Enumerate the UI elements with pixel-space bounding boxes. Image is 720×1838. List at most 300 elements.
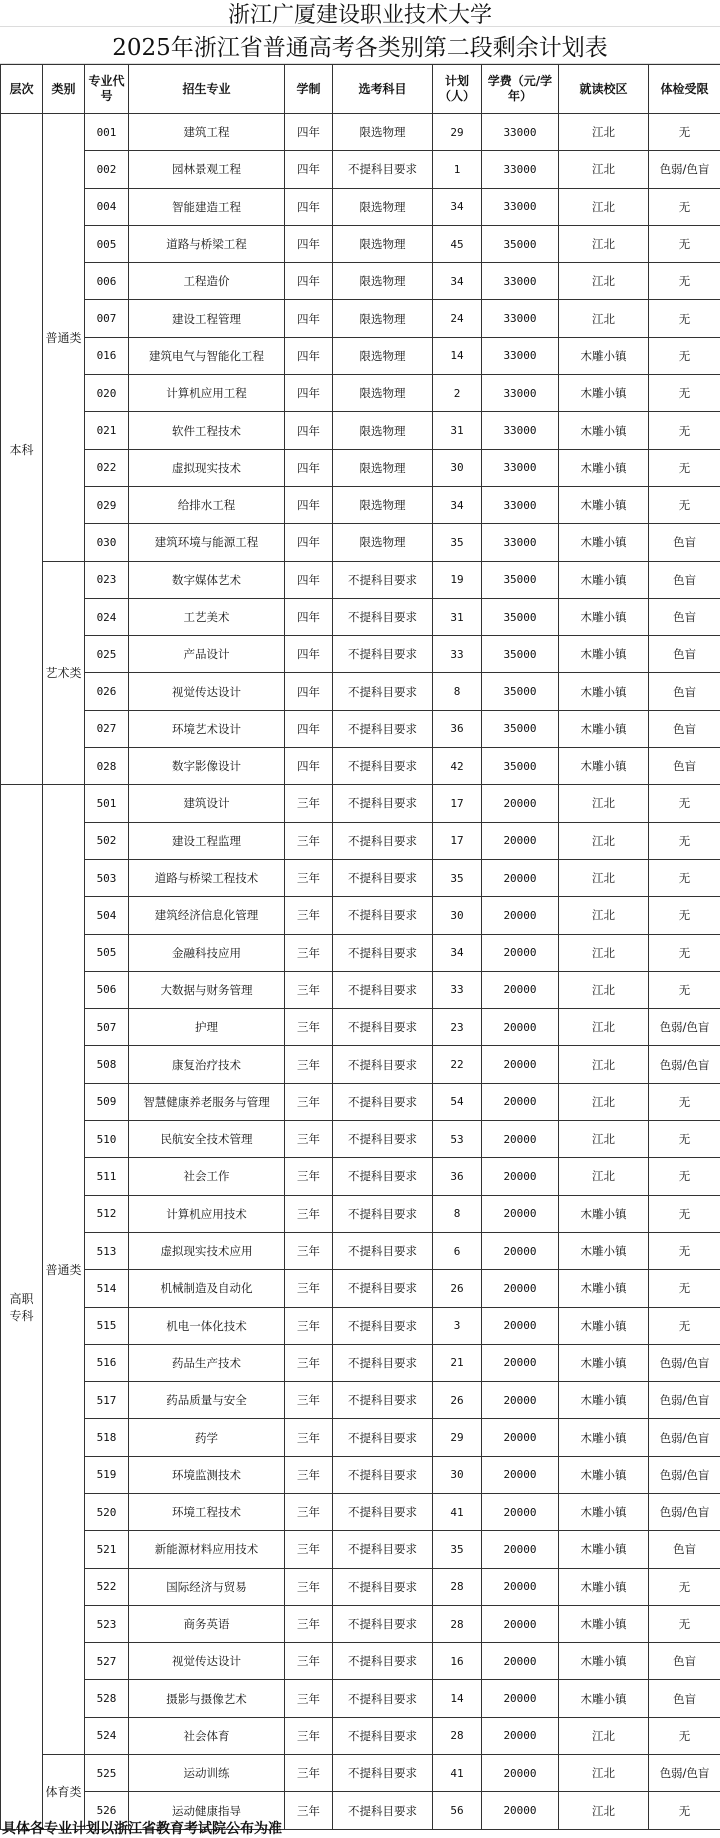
table-row (1, 114, 720, 151)
cell-fee: 20000 (482, 1680, 559, 1717)
cell-health: 无 (649, 1792, 720, 1829)
cell-fee: 35000 (482, 710, 559, 747)
cell-plan: 30 (433, 897, 482, 934)
header-plan: 计划（人） (433, 65, 482, 114)
cell-major: 药品质量与安全 (129, 1382, 285, 1419)
cell-major: 虚拟现实技术 (129, 449, 285, 486)
cell-campus: 江北 (559, 785, 649, 822)
cell-code: 027 (85, 710, 129, 747)
cell-code: 001 (85, 114, 129, 151)
cell-plan: 41 (433, 1755, 482, 1792)
cell-campus: 木雕小镇 (559, 337, 649, 374)
cell-fee: 20000 (482, 1792, 559, 1829)
cell-plan: 36 (433, 1158, 482, 1195)
cell-campus: 江北 (559, 1755, 649, 1792)
cell-major: 建筑工程 (129, 114, 285, 151)
cell-plan: 45 (433, 225, 482, 262)
cell-plan: 34 (433, 263, 482, 300)
cell-plan: 17 (433, 785, 482, 822)
cell-fee: 20000 (482, 1755, 559, 1792)
cell-subject: 不提科目要求 (333, 748, 433, 785)
cell-health: 无 (649, 300, 720, 337)
cell-health: 无 (649, 897, 720, 934)
cell-code: 522 (85, 1568, 129, 1605)
cell-plan: 8 (433, 673, 482, 710)
cell-campus: 江北 (559, 1717, 649, 1754)
table-row (1, 1158, 720, 1195)
table-row (1, 859, 720, 896)
cell-subject: 限选物理 (333, 188, 433, 225)
cell-plan: 41 (433, 1493, 482, 1530)
cell-major: 药学 (129, 1419, 285, 1456)
cell-subject: 不提科目要求 (333, 1232, 433, 1269)
table-row (1, 1755, 720, 1792)
cell-campus: 江北 (559, 263, 649, 300)
cell-campus: 木雕小镇 (559, 1568, 649, 1605)
cell-code: 509 (85, 1083, 129, 1120)
cell-health: 色盲 (649, 1531, 720, 1568)
table-row (1, 449, 720, 486)
header-fee: 学费（元/学年） (482, 65, 559, 114)
cell-subject: 不提科目要求 (333, 1493, 433, 1530)
cell-code: 029 (85, 486, 129, 523)
cell-subject: 不提科目要求 (333, 1531, 433, 1568)
table-row (1, 300, 720, 337)
cell-campus: 木雕小镇 (559, 486, 649, 523)
table-row (1, 636, 720, 673)
cell-fee: 20000 (482, 1568, 559, 1605)
header-row (1, 65, 720, 114)
cell-health: 无 (649, 449, 720, 486)
cell-code: 025 (85, 636, 129, 673)
cell-plan: 22 (433, 1046, 482, 1083)
cell-plan: 2 (433, 375, 482, 412)
cell-subject: 不提科目要求 (333, 1643, 433, 1680)
cell-duration: 四年 (285, 710, 333, 747)
cell-duration: 三年 (285, 1755, 333, 1792)
cell-major: 软件工程技术 (129, 412, 285, 449)
cell-fee: 33000 (482, 375, 559, 412)
cell-code: 006 (85, 263, 129, 300)
cell-plan: 19 (433, 561, 482, 598)
header-category: 类别 (43, 65, 85, 114)
cell-campus: 木雕小镇 (559, 1643, 649, 1680)
cell-health: 无 (649, 785, 720, 822)
cell-fee: 20000 (482, 1382, 559, 1419)
cell-subject: 不提科目要求 (333, 561, 433, 598)
cell-health: 色盲 (649, 636, 720, 673)
cell-duration: 四年 (285, 561, 333, 598)
cell-subject: 不提科目要求 (333, 1605, 433, 1642)
cell-code: 506 (85, 971, 129, 1008)
cell-major: 建设工程监理 (129, 822, 285, 859)
cell-fee: 20000 (482, 1046, 559, 1083)
cell-subject: 限选物理 (333, 263, 433, 300)
cell-campus: 木雕小镇 (559, 1195, 649, 1232)
cell-campus: 江北 (559, 971, 649, 1008)
cell-fee: 35000 (482, 561, 559, 598)
cell-fee: 20000 (482, 934, 559, 971)
cell-campus: 木雕小镇 (559, 449, 649, 486)
cell-fee: 20000 (482, 1195, 559, 1232)
cell-major: 护理 (129, 1009, 285, 1046)
cell-campus: 木雕小镇 (559, 375, 649, 412)
cell-health: 色弱/色盲 (649, 1419, 720, 1456)
cell-major: 虚拟现实技术应用 (129, 1232, 285, 1269)
cell-subject: 不提科目要求 (333, 785, 433, 822)
cell-fee: 20000 (482, 859, 559, 896)
cell-duration: 三年 (285, 1382, 333, 1419)
cell-health: 无 (649, 1717, 720, 1754)
cell-plan: 34 (433, 934, 482, 971)
cell-campus: 江北 (559, 1083, 649, 1120)
cell-code: 511 (85, 1158, 129, 1195)
cell-health: 色弱/色盲 (649, 1046, 720, 1083)
cell-major: 产品设计 (129, 636, 285, 673)
cell-duration: 三年 (285, 1083, 333, 1120)
cell-subject: 限选物理 (333, 449, 433, 486)
cell-health: 无 (649, 1605, 720, 1642)
table-row (1, 971, 720, 1008)
cell-plan: 33 (433, 636, 482, 673)
cell-plan: 42 (433, 748, 482, 785)
cell-subject: 不提科目要求 (333, 1568, 433, 1605)
cell-fee: 33000 (482, 114, 559, 151)
cell-fee: 20000 (482, 822, 559, 859)
cell-health: 无 (649, 1083, 720, 1120)
table-row (1, 151, 720, 188)
cell-plan: 30 (433, 449, 482, 486)
cell-code: 523 (85, 1605, 129, 1642)
cell-plan: 28 (433, 1568, 482, 1605)
cell-major: 环境艺术设计 (129, 710, 285, 747)
table-row (1, 598, 720, 635)
cell-duration: 三年 (285, 785, 333, 822)
cell-plan: 53 (433, 1121, 482, 1158)
cell-campus: 木雕小镇 (559, 524, 649, 561)
cell-code: 524 (85, 1717, 129, 1754)
cell-fee: 33000 (482, 188, 559, 225)
cell-plan: 17 (433, 822, 482, 859)
cell-code: 519 (85, 1456, 129, 1493)
category-gaozhi-tiyu: 体育类 (43, 1755, 85, 1830)
cell-subject: 不提科目要求 (333, 1046, 433, 1083)
cell-campus: 木雕小镇 (559, 1344, 649, 1381)
cell-duration: 三年 (285, 971, 333, 1008)
cell-fee: 35000 (482, 636, 559, 673)
cell-code: 023 (85, 561, 129, 598)
table-row (1, 1344, 720, 1381)
cell-subject: 不提科目要求 (333, 1680, 433, 1717)
cell-duration: 三年 (285, 1717, 333, 1754)
cell-major: 工程造价 (129, 263, 285, 300)
table-row (1, 934, 720, 971)
table-row (1, 1717, 720, 1754)
cell-duration: 三年 (285, 1232, 333, 1269)
cell-campus: 江北 (559, 114, 649, 151)
cell-health: 色弱/色盲 (649, 1009, 720, 1046)
enrollment-plan-table (0, 64, 720, 1830)
cell-campus: 木雕小镇 (559, 1419, 649, 1456)
cell-campus: 江北 (559, 859, 649, 896)
cell-major: 社会体育 (129, 1717, 285, 1754)
cell-major: 社会工作 (129, 1158, 285, 1195)
cell-fee: 33000 (482, 151, 559, 188)
cell-code: 020 (85, 375, 129, 412)
cell-major: 智慧健康养老服务与管理 (129, 1083, 285, 1120)
cell-duration: 四年 (285, 748, 333, 785)
table-row (1, 1270, 720, 1307)
cell-subject: 不提科目要求 (333, 1717, 433, 1754)
cell-subject: 不提科目要求 (333, 897, 433, 934)
cell-health: 无 (649, 1307, 720, 1344)
cell-plan: 30 (433, 1456, 482, 1493)
cell-major: 金融科技应用 (129, 934, 285, 971)
cell-campus: 木雕小镇 (559, 710, 649, 747)
cell-campus: 江北 (559, 151, 649, 188)
cell-code: 016 (85, 337, 129, 374)
cell-duration: 四年 (285, 151, 333, 188)
cell-fee: 20000 (482, 1121, 559, 1158)
cell-health: 无 (649, 114, 720, 151)
cell-duration: 四年 (285, 598, 333, 635)
cell-subject: 不提科目要求 (333, 822, 433, 859)
cell-duration: 四年 (285, 412, 333, 449)
cell-major: 道路与桥梁工程 (129, 225, 285, 262)
cell-duration: 三年 (285, 1121, 333, 1158)
cell-plan: 29 (433, 1419, 482, 1456)
cell-duration: 三年 (285, 897, 333, 934)
cell-fee: 20000 (482, 1344, 559, 1381)
cell-subject: 限选物理 (333, 486, 433, 523)
table-row (1, 1605, 720, 1642)
cell-duration: 三年 (285, 1568, 333, 1605)
cell-major: 建筑电气与智能化工程 (129, 337, 285, 374)
table-row (1, 486, 720, 523)
cell-campus: 江北 (559, 1121, 649, 1158)
cell-code: 528 (85, 1680, 129, 1717)
cell-plan: 8 (433, 1195, 482, 1232)
cell-fee: 20000 (482, 1643, 559, 1680)
table-row (1, 1419, 720, 1456)
cell-plan: 35 (433, 524, 482, 561)
cell-subject: 不提科目要求 (333, 1755, 433, 1792)
cell-subject: 不提科目要求 (333, 598, 433, 635)
cell-campus: 木雕小镇 (559, 412, 649, 449)
cell-code: 514 (85, 1270, 129, 1307)
cell-duration: 四年 (285, 263, 333, 300)
cell-health: 色盲 (649, 673, 720, 710)
cell-fee: 20000 (482, 1717, 559, 1754)
cell-code: 021 (85, 412, 129, 449)
cell-fee: 33000 (482, 263, 559, 300)
cell-plan: 28 (433, 1717, 482, 1754)
header-code: 专业代号 (85, 65, 129, 114)
cell-health: 无 (649, 263, 720, 300)
cell-major: 智能建造工程 (129, 188, 285, 225)
cell-duration: 三年 (285, 1792, 333, 1829)
cell-subject: 限选物理 (333, 225, 433, 262)
cell-plan: 31 (433, 598, 482, 635)
cell-duration: 四年 (285, 337, 333, 374)
cell-subject: 不提科目要求 (333, 1270, 433, 1307)
cell-duration: 四年 (285, 673, 333, 710)
footer-note: 具体各专业计划以浙江省教育考试院公布为准 (2, 1821, 282, 1837)
cell-campus: 江北 (559, 897, 649, 934)
cell-health: 无 (649, 971, 720, 1008)
cell-plan: 34 (433, 486, 482, 523)
cell-fee: 33000 (482, 524, 559, 561)
cell-fee: 20000 (482, 1009, 559, 1046)
cell-subject: 不提科目要求 (333, 1121, 433, 1158)
cell-code: 517 (85, 1382, 129, 1419)
cell-plan: 23 (433, 1009, 482, 1046)
cell-plan: 3 (433, 1307, 482, 1344)
cell-plan: 21 (433, 1344, 482, 1381)
cell-code: 002 (85, 151, 129, 188)
cell-code: 513 (85, 1232, 129, 1269)
cell-code: 028 (85, 748, 129, 785)
cell-fee: 20000 (482, 1419, 559, 1456)
cell-major: 环境监测技术 (129, 1456, 285, 1493)
cell-code: 026 (85, 673, 129, 710)
table-row (1, 822, 720, 859)
school-title: 浙江广厦建设职业技术大学 (0, 0, 720, 27)
cell-duration: 四年 (285, 524, 333, 561)
cell-plan: 28 (433, 1605, 482, 1642)
table-row (1, 1456, 720, 1493)
cell-duration: 四年 (285, 636, 333, 673)
cell-fee: 33000 (482, 337, 559, 374)
table-row (1, 748, 720, 785)
cell-subject: 不提科目要求 (333, 151, 433, 188)
cell-duration: 四年 (285, 449, 333, 486)
cell-fee: 33000 (482, 412, 559, 449)
cell-health: 色弱/色盲 (649, 1456, 720, 1493)
cell-code: 030 (85, 524, 129, 561)
table-row (1, 1307, 720, 1344)
cell-plan: 35 (433, 1531, 482, 1568)
cell-major: 工艺美术 (129, 598, 285, 635)
cell-duration: 三年 (285, 1456, 333, 1493)
cell-subject: 不提科目要求 (333, 1195, 433, 1232)
cell-plan: 26 (433, 1270, 482, 1307)
cell-health: 色盲 (649, 524, 720, 561)
cell-campus: 木雕小镇 (559, 1456, 649, 1493)
cell-health: 无 (649, 1158, 720, 1195)
table-row (1, 1083, 720, 1120)
cell-plan: 1 (433, 151, 482, 188)
cell-health: 色弱/色盲 (649, 151, 720, 188)
cell-code: 527 (85, 1643, 129, 1680)
cell-fee: 33000 (482, 486, 559, 523)
cell-campus: 江北 (559, 188, 649, 225)
cell-duration: 四年 (285, 188, 333, 225)
level-benke: 本科 (1, 114, 43, 785)
cell-health: 色弱/色盲 (649, 1382, 720, 1419)
cell-health: 色弱/色盲 (649, 1493, 720, 1530)
cell-major: 计算机应用工程 (129, 375, 285, 412)
cell-health: 色弱/色盲 (649, 1755, 720, 1792)
cell-subject: 不提科目要求 (333, 1344, 433, 1381)
cell-health: 色盲 (649, 1680, 720, 1717)
cell-plan: 33 (433, 971, 482, 1008)
cell-major: 商务英语 (129, 1605, 285, 1642)
category-benke-yishu: 艺术类 (43, 561, 85, 785)
table-row (1, 1493, 720, 1530)
cell-health: 色盲 (649, 561, 720, 598)
cell-health: 无 (649, 225, 720, 262)
cell-major: 园林景观工程 (129, 151, 285, 188)
cell-major: 摄影与摄像艺术 (129, 1680, 285, 1717)
cell-major: 数字媒体艺术 (129, 561, 285, 598)
cell-subject: 不提科目要求 (333, 1307, 433, 1344)
table-row (1, 1232, 720, 1269)
cell-subject: 限选物理 (333, 114, 433, 151)
cell-major: 新能源材料应用技术 (129, 1531, 285, 1568)
cell-plan: 36 (433, 710, 482, 747)
cell-health: 色盲 (649, 1643, 720, 1680)
cell-plan: 29 (433, 114, 482, 151)
table-row (1, 1568, 720, 1605)
cell-campus: 木雕小镇 (559, 1232, 649, 1269)
cell-subject: 不提科目要求 (333, 1419, 433, 1456)
cell-major: 建设工程管理 (129, 300, 285, 337)
cell-code: 516 (85, 1344, 129, 1381)
cell-health: 色盲 (649, 748, 720, 785)
cell-subject: 不提科目要求 (333, 1382, 433, 1419)
cell-duration: 三年 (285, 934, 333, 971)
cell-code: 502 (85, 822, 129, 859)
cell-fee: 20000 (482, 1493, 559, 1530)
table-row (1, 412, 720, 449)
cell-fee: 35000 (482, 673, 559, 710)
cell-subject: 不提科目要求 (333, 673, 433, 710)
cell-fee: 20000 (482, 1270, 559, 1307)
cell-fee: 20000 (482, 897, 559, 934)
cell-fee: 33000 (482, 449, 559, 486)
cell-subject: 限选物理 (333, 300, 433, 337)
cell-code: 505 (85, 934, 129, 971)
cell-code: 503 (85, 859, 129, 896)
cell-subject: 不提科目要求 (333, 859, 433, 896)
table-row (1, 1643, 720, 1680)
cell-subject: 不提科目要求 (333, 1009, 433, 1046)
cell-plan: 24 (433, 300, 482, 337)
cell-health: 无 (649, 1568, 720, 1605)
cell-campus: 木雕小镇 (559, 748, 649, 785)
cell-major: 大数据与财务管理 (129, 971, 285, 1008)
table-row (1, 225, 720, 262)
cell-major: 机电一体化技术 (129, 1307, 285, 1344)
cell-health: 色盲 (649, 598, 720, 635)
cell-major: 建筑设计 (129, 785, 285, 822)
table-row (1, 897, 720, 934)
cell-code: 508 (85, 1046, 129, 1083)
cell-health: 无 (649, 1121, 720, 1158)
cell-subject: 不提科目要求 (333, 710, 433, 747)
table-title: 2025年浙江省普通高考各类别第二段剩余计划表 (0, 27, 720, 64)
cell-duration: 三年 (285, 859, 333, 896)
cell-campus: 木雕小镇 (559, 598, 649, 635)
cell-campus: 江北 (559, 934, 649, 971)
cell-plan: 14 (433, 1680, 482, 1717)
cell-duration: 四年 (285, 225, 333, 262)
table-row (1, 785, 720, 822)
cell-fee: 20000 (482, 1307, 559, 1344)
table-row (1, 1121, 720, 1158)
table-row (1, 263, 720, 300)
